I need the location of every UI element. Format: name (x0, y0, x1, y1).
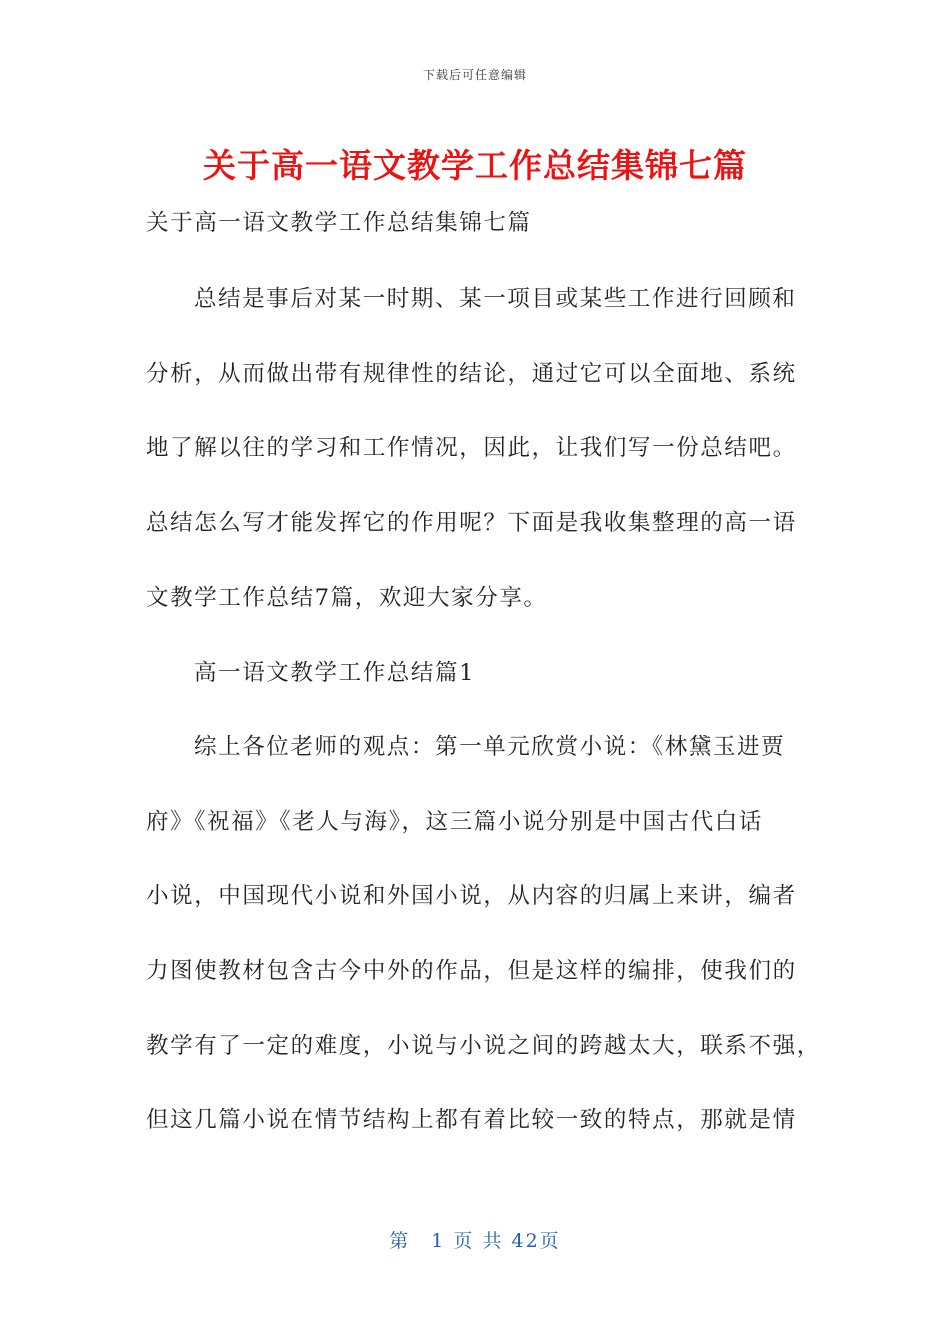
section-heading: 高一语文教学工作总结篇1 (194, 660, 476, 686)
header-note: 下载后可任意编辑 (422, 68, 527, 82)
page-number: 第 1 页 共 42页 (389, 1230, 561, 1252)
paragraph-line: 力图使教材包含古今中外的作品，但是这样的编排，使我们的 (146, 958, 797, 984)
document-title: 关于高一语文教学工作总结集锦七篇 (203, 146, 747, 185)
paragraph-line: 但这几篇小说在情节结构上都有着比较一致的特点，那就是情 (146, 1107, 797, 1133)
paragraph-line: 地了解以往的学习和工作情况，因此，让我们写一份总结吧。 (146, 435, 797, 461)
paragraph-line: 文教学工作总结7篇，欢迎大家分享。 (146, 585, 548, 611)
paragraph-line: 府》《祝福》《老人与海》，这三篇小说分别是中国古代白话 (146, 809, 763, 835)
document-subtitle: 关于高一语文教学工作总结集锦七篇 (146, 210, 532, 236)
paragraph-line: 总结怎么写才能发挥它的作用呢？下面是我收集整理的高一语 (146, 510, 797, 536)
paragraph-line: 小说，中国现代小说和外国小说，从内容的归属上来讲，编者 (146, 883, 797, 909)
paragraph-line: 综上各位老师的观点：第一单元欣赏小说：《林黛玉进贾 (194, 734, 786, 760)
paragraph-line: 分析，从而做出带有规律性的结论，通过它可以全面地、系统 (146, 361, 797, 387)
paragraph-line: 教学有了一定的难度，小说与小说之间的跨越太大，联系不强， (146, 1033, 821, 1059)
paragraph-line: 总结是事后对某一时期、某一项目或某些工作进行回顾和 (194, 286, 797, 312)
